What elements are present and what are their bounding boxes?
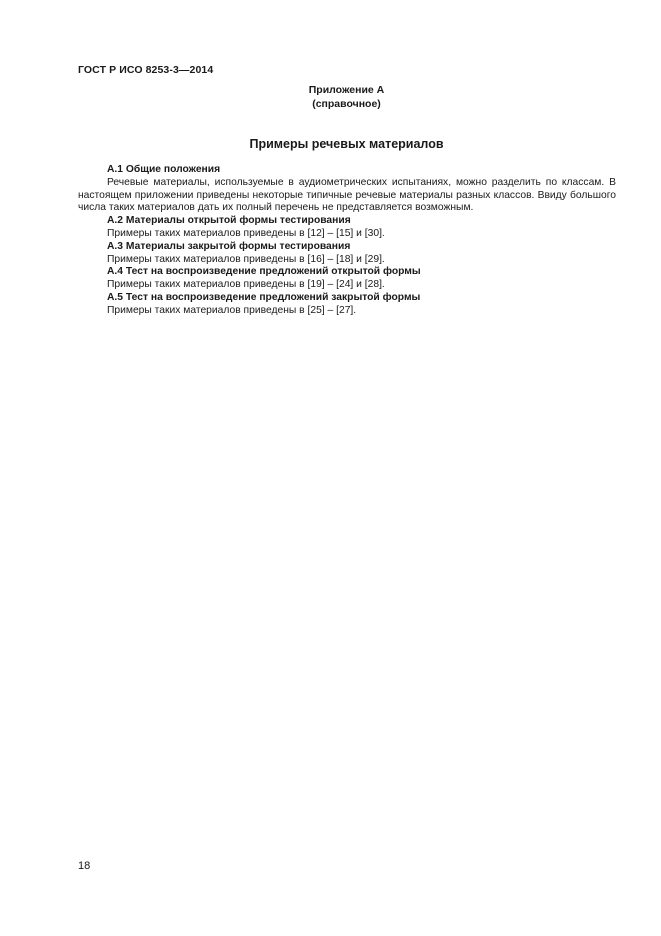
section-heading-a5: А.5 Тест на воспроизведение предложений закрытой формы <box>107 291 421 303</box>
appendix-label: Приложение А <box>308 84 385 96</box>
section-text-a5: Примеры таких материалов приведены в [25] – [27]. <box>107 304 357 316</box>
page-title: Примеры речевых материалов <box>249 137 444 151</box>
section-text-a3: Примеры таких материалов приведены в [16] – [18] и [29]. <box>107 253 385 265</box>
appendix-heading <box>230 83 463 111</box>
section-heading-a1: А.1 Общие положения <box>107 164 221 175</box>
section-text-a2: Примеры таких материалов приведены в [12] – [15] и [30]. <box>107 227 385 239</box>
section-text-a1: Речевые материалы, используемые в аудиометрических испытаниях, можно разделить по классам. В настоящем приложении приведены некоторые типичные речевые материалы разных классов. Ввиду большого числа таких материалов дать их полный перечень не представляется возможным. <box>78 176 616 214</box>
document-body <box>78 164 616 318</box>
section-heading-a3: А.3 Материалы закрытой формы тестирования <box>107 240 351 252</box>
section-text-a4: Примеры таких материалов приведены в [19] – [24] и [28]. <box>107 279 385 291</box>
document-code: ГОСТ Р ИСО 8253-3—2014 <box>78 64 214 76</box>
section-heading-a4: А.4 Тест на воспроизведение предложений открытой формы <box>107 266 421 278</box>
appendix-type: (справочное) <box>312 98 381 110</box>
page-number: 18 <box>78 860 91 872</box>
section-heading-a2: А.2 Материалы открытой формы тестирования <box>107 215 351 227</box>
